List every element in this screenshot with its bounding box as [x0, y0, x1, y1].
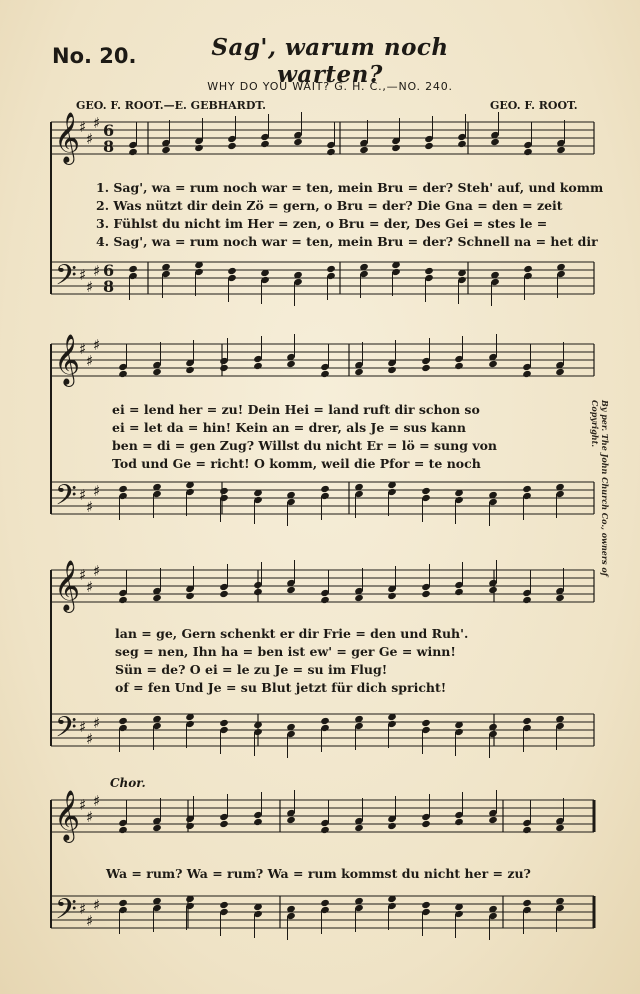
note-head — [128, 265, 138, 273]
sharp-icon: ♯ — [86, 498, 94, 516]
note-head — [185, 592, 195, 600]
note-head — [253, 588, 263, 596]
note-head — [454, 818, 464, 826]
note-head — [522, 370, 532, 378]
note-head — [227, 142, 237, 150]
note-head — [421, 719, 431, 727]
note-head — [219, 487, 229, 495]
note-head — [555, 824, 565, 832]
note-head — [391, 144, 401, 152]
note-head — [523, 265, 533, 273]
note-head — [454, 588, 464, 596]
treble-clef-icon: 𝄞 — [54, 560, 81, 611]
note-head — [490, 138, 500, 146]
sharp-icon: ♯ — [93, 482, 101, 500]
note-head — [118, 899, 128, 907]
lyric-line: Tod und Ge = richt! O komm, weil die Pfor = te noch — [112, 456, 481, 471]
treble-clef-icon: 𝄞 — [54, 790, 81, 841]
sharp-icon: ♯ — [79, 340, 87, 358]
sharp-icon: ♯ — [79, 118, 87, 136]
credit-left: GEO. F. ROOT.—E. GEBHARDT. — [76, 99, 266, 112]
note-head — [326, 148, 336, 156]
sharp-icon: ♯ — [93, 262, 101, 280]
note-head — [152, 594, 162, 602]
sharp-icon: ♯ — [93, 792, 101, 810]
note-head — [293, 138, 303, 146]
note-head — [286, 586, 296, 594]
note-head — [421, 364, 431, 372]
hymn-title: Sag', warum noch warten? — [211, 34, 449, 88]
credit-right: GEO. F. ROOT. — [490, 99, 578, 112]
sharp-icon: ♯ — [93, 336, 101, 354]
time-signature-digit: 8 — [103, 277, 115, 296]
note-head — [219, 719, 229, 727]
lyric-line: Wa = rum? Wa = rum? Wa = rum kommst du nicht her = zu? — [106, 866, 531, 881]
note-head — [421, 487, 431, 495]
lyric-line: 1. Sag', wa = rum noch war = ten, mein Bru = der? Steh' auf, und komm — [96, 180, 604, 195]
sharp-icon: ♯ — [86, 130, 94, 148]
note-head — [555, 368, 565, 376]
note-head — [152, 824, 162, 832]
lyric-line: ei = let da = hin! Kein an = drer, als Je = sus kann — [112, 420, 466, 435]
note-head — [320, 370, 330, 378]
sharp-icon: ♯ — [86, 808, 94, 826]
chorus-label: Chor. — [110, 776, 146, 790]
lyric-line: Sün = de? O ei = le zu Je = su im Flug! — [115, 662, 388, 677]
note-head — [359, 146, 369, 154]
note-head — [488, 586, 498, 594]
note-head — [326, 265, 336, 273]
sharp-icon: ♯ — [79, 900, 87, 918]
lyric-line: seg = nen, Ihn ha = ben ist ew' = ger Ge = winn! — [115, 644, 456, 659]
note-head — [118, 485, 128, 493]
note-head — [421, 901, 431, 909]
note-head — [488, 816, 498, 824]
note-head — [194, 144, 204, 152]
note-head — [286, 360, 296, 368]
note-head — [421, 590, 431, 598]
note-head — [219, 590, 229, 598]
sharp-icon: ♯ — [79, 566, 87, 584]
note-head — [354, 368, 364, 376]
time-signature-digit: 6 — [103, 121, 115, 140]
lyric-line: lan = ge, Gern schenkt er dir Frie = den und Ruh'. — [115, 626, 469, 641]
sharp-icon: ♯ — [86, 730, 94, 748]
treble-clef-icon: 𝄞 — [54, 112, 81, 163]
note-head — [522, 596, 532, 604]
note-head — [522, 485, 532, 493]
note-head — [260, 140, 270, 148]
sharp-icon: ♯ — [79, 718, 87, 736]
note-head — [152, 368, 162, 376]
note-head — [354, 594, 364, 602]
note-head — [253, 818, 263, 826]
bass-clef-icon: 𝄢 — [55, 893, 77, 933]
note-head — [185, 366, 195, 374]
note-head — [354, 824, 364, 832]
bass-clef-icon: 𝄢 — [55, 711, 77, 751]
hymn-number: No. 20. — [52, 44, 137, 68]
note-head — [185, 822, 195, 830]
sharp-icon: ♯ — [79, 266, 87, 284]
note-head — [227, 267, 237, 275]
note-head — [421, 820, 431, 828]
note-head — [556, 146, 566, 154]
lyric-line: 4. Sag', wa = rum noch war = ten, mein Bru = der? Schnell na = het dir — [96, 234, 598, 249]
bass-clef-icon: 𝄢 — [55, 479, 77, 519]
note-head — [387, 366, 397, 374]
note-head — [128, 148, 138, 156]
note-head — [118, 370, 128, 378]
note-head — [387, 592, 397, 600]
note-head — [387, 822, 397, 830]
sharp-icon: ♯ — [79, 796, 87, 814]
note-head — [555, 594, 565, 602]
sharp-icon: ♯ — [86, 352, 94, 370]
note-head — [320, 717, 330, 725]
note-head — [488, 360, 498, 368]
time-signature-digit: 8 — [103, 137, 115, 156]
note-head — [219, 820, 229, 828]
sharp-icon: ♯ — [93, 562, 101, 580]
sharp-icon: ♯ — [86, 578, 94, 596]
note-head — [253, 362, 263, 370]
note-head — [522, 899, 532, 907]
note-head — [320, 485, 330, 493]
note-head — [286, 816, 296, 824]
note-head — [118, 717, 128, 725]
hymn-subtitle: WHY DO YOU WAIT? G. H. C.,—NO. 240. — [207, 80, 453, 93]
sharp-icon: ♯ — [86, 278, 94, 296]
note-head — [522, 717, 532, 725]
lyric-line: 2. Was nützt dir dein Zö = gern, o Bru = der? Die Gna = den = zeit — [96, 198, 563, 213]
note-head — [118, 596, 128, 604]
note-head — [424, 142, 434, 150]
bass-clef-icon: 𝄢 — [55, 259, 77, 299]
copyright-side-note: By per. The John Church Co., owners of Copyright. — [590, 400, 610, 577]
treble-clef-icon: 𝄞 — [54, 334, 81, 385]
sharp-icon: ♯ — [93, 896, 101, 914]
note-head — [457, 140, 467, 148]
lyric-line: ben = di = gen Zug? Willst du nicht Er = lö = sung von — [112, 438, 498, 453]
lyric-line: 3. Fühlst du nicht im Her = zen, o Bru = der, Des Gei = stes le = — [96, 216, 548, 231]
sharp-icon: ♯ — [93, 714, 101, 732]
note-head — [522, 826, 532, 834]
note-head — [161, 146, 171, 154]
note-head — [424, 267, 434, 275]
note-head — [454, 362, 464, 370]
note-head — [523, 148, 533, 156]
sharp-icon: ♯ — [86, 912, 94, 930]
note-head — [219, 901, 229, 909]
sharp-icon: ♯ — [93, 114, 101, 132]
time-signature-digit: 6 — [103, 261, 115, 280]
lyric-line: ei = lend her = zu! Dein Hei = land ruft dir schon so — [112, 402, 480, 417]
note-head — [219, 364, 229, 372]
note-head — [320, 826, 330, 834]
sharp-icon: ♯ — [79, 486, 87, 504]
note-head — [320, 596, 330, 604]
note-head — [320, 899, 330, 907]
lyric-line: of = fen Und Je = su Blut jetzt für dich spricht! — [115, 680, 447, 695]
note-head — [118, 826, 128, 834]
